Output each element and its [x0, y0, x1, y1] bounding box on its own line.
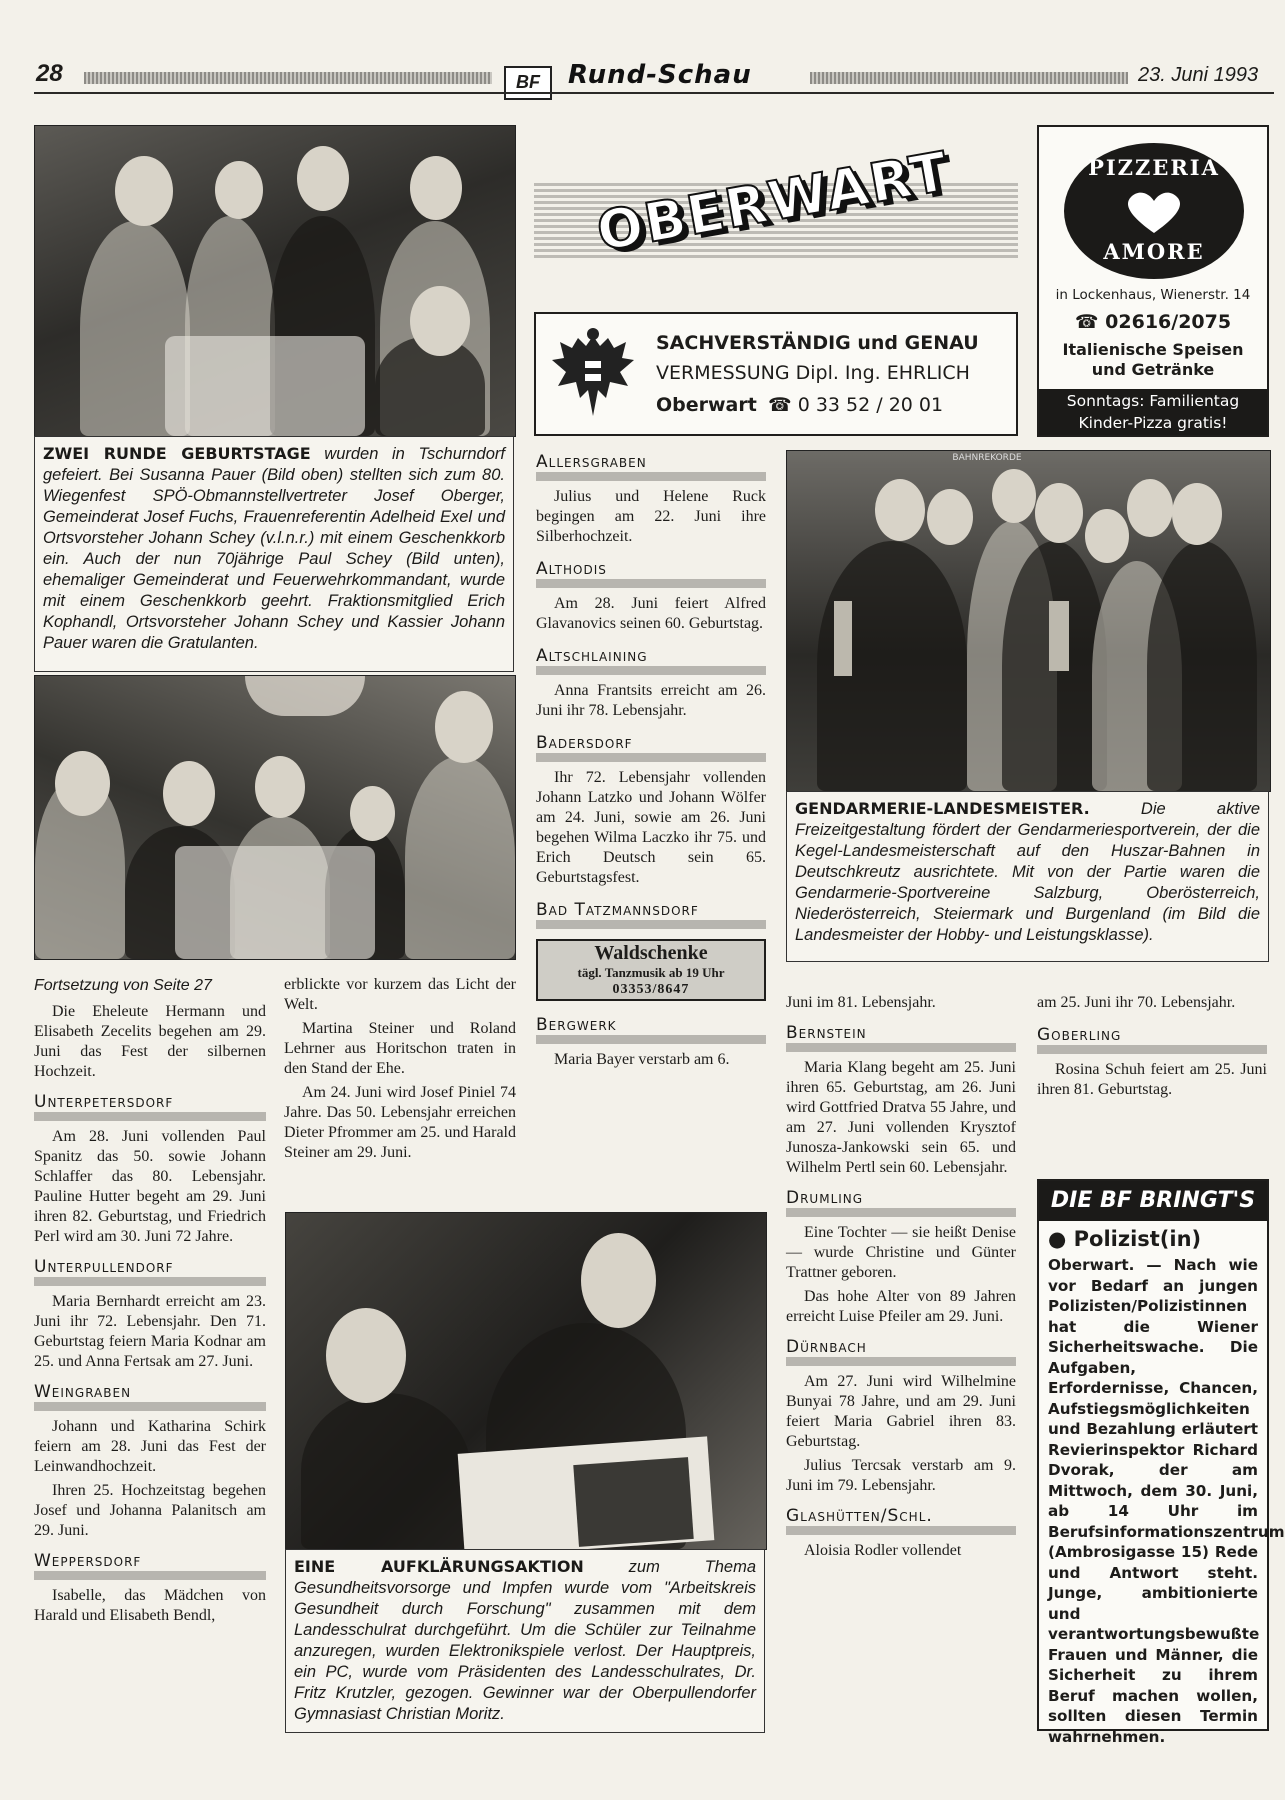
paragraph: Maria Klang begeht am 25. Juni ihren 65. Geburtstag, am 26. Juni wird Gottfried Dratva 55 Jahre, und am 27. Juni vollenden Krysztof Junosza-Jankowski sein 65. und Wilhelm Pertl sein 60. Lebensjahr.	[786, 1059, 1016, 1176]
paragraph: Martina Steiner und Roland Lehrner aus Horitschon traten in den Stand der Ehe.	[284, 1020, 516, 1077]
section-bar	[1037, 1045, 1267, 1054]
ehrlich-line1: SACHVERSTÄNDIG und GENAU	[656, 332, 979, 354]
paragraph: Julius Tercsak verstarb am 9. Juni im 79. Lebensjahr.	[786, 1457, 1016, 1494]
ad-pizzeria-amore	[1037, 125, 1269, 437]
certificate-panel	[573, 1457, 693, 1547]
paragraph: Am 24. Juni wird Josef Piniel 74 Jahre. Das 50. Lebensjahr erreichen Dieter Pfrommer am 25. und Harald Steiner am 29. Juni.	[284, 1084, 516, 1161]
photo-gendarmerie-landesmeister	[786, 450, 1271, 792]
pizzeria-promo-box	[1039, 389, 1267, 435]
bf-bringts-text: Oberwart. — Nach wie vor Bedarf an jungen Polizisten/Polizistinnen hat die Wiener Sicherheitswache. Die Aufgaben, Erfordernisse, Chancen, Aufstiegsmöglichkeiten und Bezahlung erläutert Revierinspektor Richard Dvorak, der am Mittwoch, dem 30. Juni, ab 14 Uhr im Berufsinformationszentrum (Ambrosigasse 15) Rede und Antwort steht. Junge, ambitionierte und verantwortungsbewußte Frauen und Männer, die Sicherheit zu ihrem Beruf machen wollen, sollten diesen Termin wahrnehmen.	[1048, 1256, 1285, 1746]
paragraph: Rosina Schuh feiert am 25. Juni ihren 81. Geburtstag.	[1037, 1061, 1267, 1098]
caption-text: wurden in Tschurndorf gefeiert. Bei Susanna Pauer (Bild oben) stellten sich zum 80. Wiegenfest SPÖ-Obmannstellvertreter Josef Oberger, Gemeinderat Josef Fuchs, Frauenreferentin Adelheid Exel und Ortsvorsteher Johann Schey (v.l.n.r.) mit einem Geschenkkorb ein. Auch der nun 70jährige Paul Schey (Bild unten), ehemaliger Gemeinderat und Feuerwehrkommandant, wurde mit einem Geschenkkorb geehrt. Fraktionsmitglied Erich Kophandl, Ortsvorsteher Johann Schey und Kassier Johann Pauer waren die Gratulanten.	[43, 445, 505, 652]
ehrlich-phone: ☎ 0 33 52 / 20 01	[768, 394, 944, 416]
header-rule-left	[84, 72, 492, 84]
pizzeria-promo1: Sonntags: Familientag	[1066, 392, 1240, 410]
section-text-weppersdorf	[34, 1586, 266, 1626]
section-title-duernbach: Dürnbach	[786, 1337, 867, 1357]
section-bar	[536, 472, 766, 481]
austrian-eagle-icon	[548, 324, 638, 424]
caption-text: Die aktive Freizeitgestaltung fördert der Gendarmeriesportverein, der die Kegel-Landesmeisterschaft auf den Huszar-Bahnen in Deutschkreutz ausrichtete. Mit von der Partie waren die Gendarmerie-Sportvereine Salzburg, Oberösterreich, Niederösterreich, Steiermark und Burgenland (im Bild die Landesmeister der Hobby- und Leistungsklasse).	[795, 800, 1260, 944]
section-text-bernstein	[786, 1058, 1016, 1178]
caption-lead: GENDARMERIE-LANDESMEISTER.	[795, 799, 1090, 818]
section-text-althodis	[536, 594, 766, 634]
section-bar	[536, 666, 766, 675]
intro-text	[34, 1002, 266, 1082]
section-title-allersgraben: Allersgraben	[536, 452, 647, 472]
paragraph: am 25. Juni ihr 70. Lebensjahr.	[1037, 994, 1236, 1011]
section-bar	[786, 1357, 1016, 1366]
section-bar	[536, 753, 766, 762]
section-title-bernstein: Bernstein	[786, 1023, 867, 1043]
section-title-weppersdorf: Weppersdorf	[34, 1551, 142, 1571]
ad-vermessung-ehrlich	[534, 312, 1018, 436]
section-text-glashuetten	[786, 1541, 1016, 1561]
section-text-duernbach	[786, 1372, 1016, 1496]
waldschenke-name: Waldschenke	[594, 942, 708, 964]
paragraph: Anna Frantsits erreicht am 26. Juni ihr 78. Lebensjahr.	[536, 682, 766, 719]
ehrlich-line2: VERMESSUNG Dipl. Ing. EHRLICH	[656, 362, 970, 384]
photo-paul-schey	[34, 675, 516, 960]
waldschenke-phone: 03353/8647	[612, 982, 690, 997]
paragraph: Ihr 72. Lebensjahr vollenden Johann Latzko und Johann Wölfer am 24. Juni, sowie am 26. Juni begehen Wilma Laczko ihr 75. und Erich Deutsch sein 65. Geburtstagsfest.	[536, 769, 766, 886]
fourth-column	[786, 993, 1016, 1565]
paragraph: Am 27. Juni wird Wilhelmine Bunyai 78 Jahre, und am 29. Juni feiert Maria Gabriel ihren 83. Geburtstag.	[786, 1373, 1016, 1450]
paragraph: Aloisia Rodler vollendet	[804, 1542, 962, 1559]
section-title-altschlaining: Altschlaining	[536, 646, 648, 666]
paragraph: Die Eheleute Hermann und Elisabeth Zecelits begehen am 29. Juni das Fest der silbernen Hochzeit.	[34, 1003, 266, 1080]
pizzeria-phone: ☎ 02616/2075	[1074, 311, 1232, 333]
paragraph: Das hohe Alter von 89 Jahren erreicht Luise Pfeiler am 29. Juni.	[786, 1288, 1016, 1325]
section-text-goberling	[1037, 1060, 1267, 1100]
section-title: Rund-Schau	[568, 60, 752, 90]
section-bar	[34, 1402, 266, 1411]
paragraph: Juni im 81. Lebensjahr.	[786, 994, 936, 1011]
section-text-bergwerk	[536, 1050, 766, 1070]
section-bar	[536, 579, 766, 588]
paragraph: erblickte vor kurzem das Licht der Welt.	[284, 976, 516, 1013]
section-title-bergwerk: Bergwerk	[536, 1015, 617, 1035]
section-bar	[536, 1035, 766, 1044]
section-title-drumling: Drumling	[786, 1188, 864, 1208]
section-title-glashuetten: Glashütten/Schl.	[786, 1506, 933, 1526]
paragraph: Isabelle, das Mädchen von Harald und Elisabeth Bendl,	[34, 1587, 266, 1624]
left-column	[34, 975, 266, 1630]
bf-bringts-title: ● Polizist(in)	[1048, 1227, 1202, 1251]
section-title-unterpetersdorf: Unterpetersdorf	[34, 1092, 174, 1112]
pizzeria-name-top: PIZZERIA	[1088, 155, 1220, 180]
section-text-unterpullendorf	[34, 1292, 266, 1372]
caption-zwei-runde-geburtstage	[34, 436, 514, 672]
pizzeria-name-bottom: AMORE	[1103, 239, 1205, 264]
paragraph: Julius und Helene Ruck begingen am 22. Juni ihre Silberhochzeit.	[536, 488, 766, 545]
section-bar	[786, 1043, 1016, 1052]
pizzeria-promo2: Kinder-Pizza gratis!	[1078, 414, 1228, 432]
second-column	[284, 975, 516, 1167]
paragraph: Johann und Katharina Schirk feiern am 28. Juni das Fest der Leinwandhochzeit.	[34, 1418, 266, 1475]
caption-gendarmerie	[786, 791, 1269, 962]
ehrlich-place: Oberwart	[656, 394, 757, 416]
waldschenke-line: tägl. Tanzmusik ab 19 Uhr	[577, 965, 725, 980]
section-bar	[34, 1277, 266, 1286]
section-title-badersdorf: Badersdorf	[536, 733, 633, 753]
header-underline	[34, 92, 1274, 94]
paragraph: Eine Tochter — sie heißt Denise — wurde Christine und Günter Trattner geboren.	[786, 1224, 1016, 1281]
caption-text: zum Thema Gesundheitsvorsorge und Impfen wurde vom "Arbeitskreis Gesundheit durch Forschung" zusammen mit dem Landesschulrat durchgeführt. Um die Schüler zur Teilnahme anzuregen, wurden Elektronikspiele verlost. Der Hauptpreis, ein PC, wurde vom Präsidenten des Landesschulrates, Dr. Fritz Krutzler, gezogen. Gewinner war der Oberpullendorfer Gymnasiast Christian Moritz.	[294, 1558, 757, 1723]
intro-text	[1037, 993, 1267, 1013]
oberwart-banner: OBERWART	[592, 139, 955, 264]
middle-column	[536, 452, 766, 1082]
section-text-drumling	[786, 1223, 1016, 1327]
section-title-bad-tatzmannsdorf: Bad Tatzmannsdorf	[536, 900, 699, 920]
photo-sign: BAHNREKORDE	[952, 453, 1022, 463]
paragraph: Maria Bayer verstarb am 6.	[554, 1051, 730, 1068]
continued-note: Fortsetzung von Seite 27	[34, 977, 212, 994]
section-text-badersdorf	[536, 768, 766, 888]
caption-aufklaerungsaktion	[285, 1549, 765, 1733]
issue-date: 23. Juni 1993	[1138, 64, 1259, 86]
section-title-weingraben: Weingraben	[34, 1382, 132, 1402]
bf-logo: BF	[504, 66, 552, 100]
section-bar	[786, 1208, 1016, 1217]
photo-aufklaerungsaktion	[285, 1212, 767, 1550]
intro-text	[786, 993, 1016, 1013]
box-bf-bringts	[1037, 1179, 1285, 1746]
photo-birthday-susanna-pauer	[34, 125, 516, 437]
section-text-weingraben	[34, 1417, 266, 1541]
section-bar	[34, 1571, 266, 1580]
section-bar	[34, 1112, 266, 1121]
caption-lead: EINE AUFKLÄRUNGSAKTION	[294, 1557, 584, 1576]
paragraph: Maria Bernhardt erreicht am 23. Juni ihr 72. Lebensjahr. Den 71. Geburtstag feiern Maria Kodnar am 25. und Anna Fertsak am 27. Juni.	[34, 1293, 266, 1370]
bf-bringts-header: DIE BF BRINGT'S	[1039, 1181, 1267, 1221]
pizzeria-line1: Italienische Speisen	[1062, 340, 1244, 359]
pizzeria-line2: und Getränke	[1091, 360, 1215, 379]
section-text-altschlaining	[536, 681, 766, 721]
fifth-column	[1037, 993, 1267, 1104]
paragraph: Am 28. Juni feiert Alfred Glavanovics seinen 60. Geburtstag.	[536, 595, 766, 632]
paragraph: Ihren 25. Hochzeitstag begehen Josef und Johanna Palanitsch am 29. Juni.	[34, 1482, 266, 1539]
trophy	[1049, 601, 1069, 671]
page-number: 28	[36, 60, 63, 87]
section-title-althodis: Althodis	[536, 559, 607, 579]
section-text-unterpetersdorf	[34, 1127, 266, 1247]
section-bar	[536, 920, 766, 929]
ad-waldschenke	[536, 939, 766, 1001]
caption-lead: ZWEI RUNDE GEBURTSTAGE	[43, 444, 311, 463]
pizzeria-address: in Lockenhaus, Wienerstr. 14	[1055, 287, 1251, 303]
section-title-unterpullendorf: Unterpullendorf	[34, 1257, 174, 1277]
paragraph: Am 28. Juni vollenden Paul Spanitz das 50. sowie Johann Schlaffer das 80. Lebensjahr. Pauline Hutter begeht am 29. Juni ihren 82. Geburtstag, und Friedrich Perl wird am 30. Juni 72 Jahre.	[34, 1128, 266, 1245]
section-bar	[786, 1526, 1016, 1535]
header-rule-right	[810, 72, 1128, 84]
section-title-goberling: Goberling	[1037, 1025, 1122, 1045]
trophy	[834, 601, 852, 676]
section-text-allersgraben	[536, 487, 766, 547]
